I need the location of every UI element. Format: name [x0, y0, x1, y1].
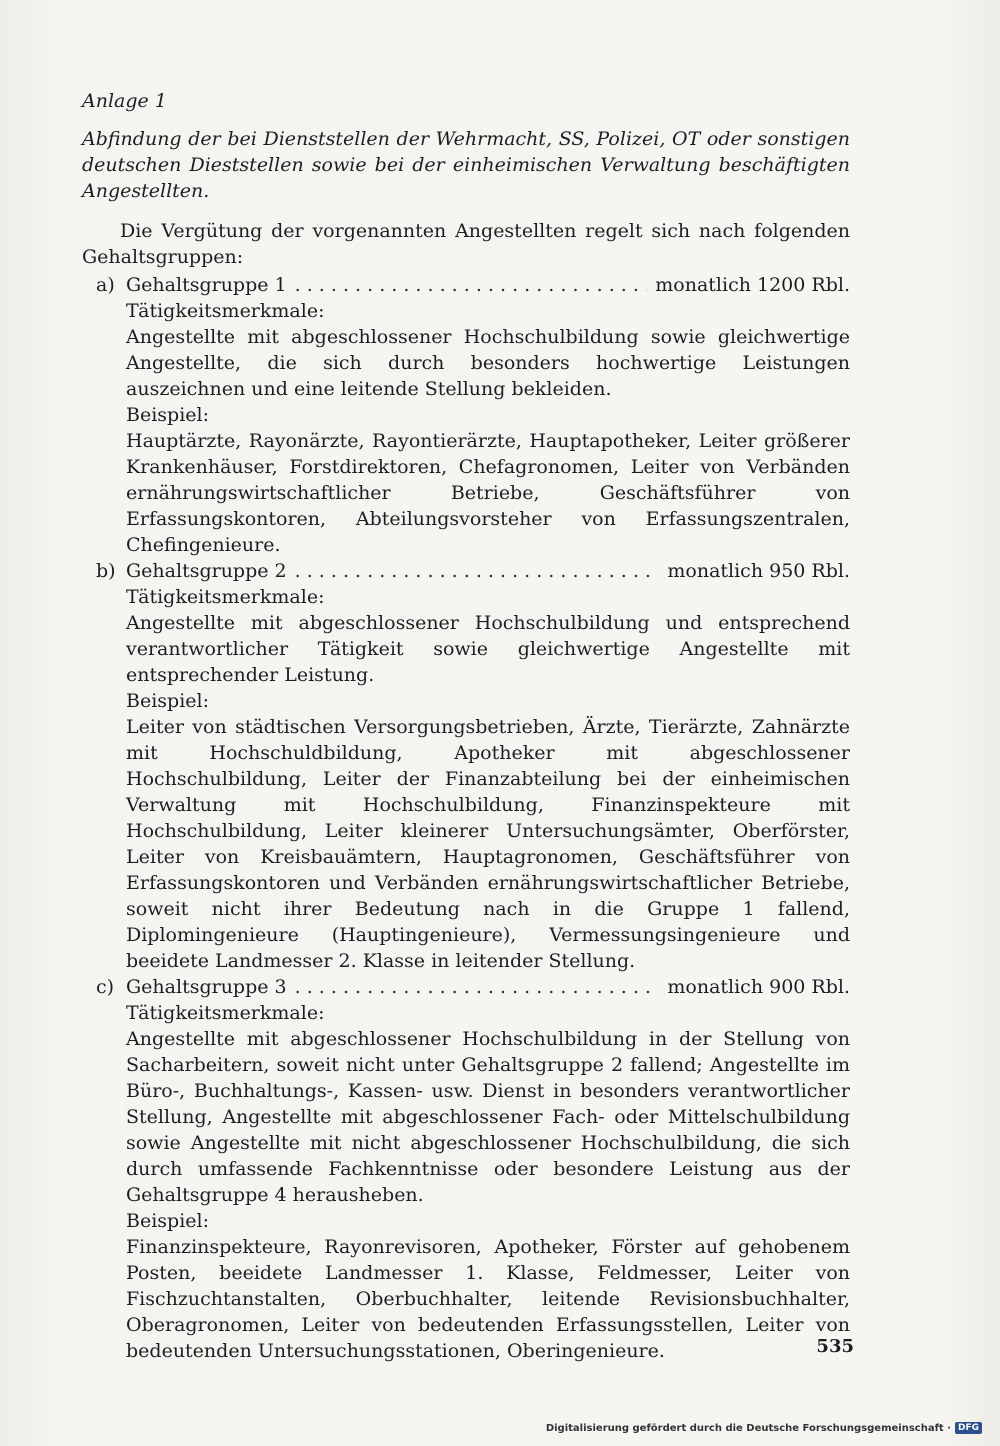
group-name: Gehaltsgruppe 2 [126, 560, 287, 582]
group-name: Gehaltsgruppe 3 [126, 976, 287, 998]
features-text: Angestellte mit abgeschlossener Hochschulbildung und entsprechend verantwortlicher Tätigkeit sowie gleichwertige Angestellte mit entsprechender Leistung. [126, 612, 850, 686]
salary-group-a [82, 272, 850, 558]
features-text: Angestellte mit abgeschlossener Hochschulbildung sowie gleichwertige Angestellte, die sich durch besonders hochwertige Leistungen auszeichnen und eine leitende Stellung bekleiden. [126, 326, 850, 400]
group-letter: b) [96, 560, 116, 582]
group-heading [126, 272, 850, 298]
salary-group-c [82, 974, 850, 1364]
features-label: Tätigkeitsmerkmale: [126, 586, 325, 608]
leader-dots [295, 974, 660, 1000]
example-label: Beispiel: [126, 1210, 209, 1232]
group-heading [126, 558, 850, 584]
example-text: Hauptärzte, Rayonärzte, Rayontierärzte, Hauptapotheker, Leiter größerer Krankenhäuser, Forstdirektoren, Chefagronomen, Leiter von Verbänden ernährungswirtschaftlicher Betriebe, Geschäftsführer von Erfassungskontoren, Abteilungsvorsteher von Erfassungszentralen, Chefingenieure. [126, 430, 850, 556]
example-label: Beispiel: [126, 404, 209, 426]
leader-dots [295, 272, 648, 298]
features-label: Tätigkeitsmerkmale: [126, 300, 325, 322]
dfg-logo-icon: DFG [955, 1422, 982, 1434]
group-salary: monatlich 950 Rbl. [667, 560, 850, 582]
group-heading [126, 974, 850, 1000]
leader-dots [295, 558, 660, 584]
features-label: Tätigkeitsmerkmale: [126, 1002, 325, 1024]
intro-paragraph: Die Vergütung der vorgenannten Angestellten regelt sich nach folgenden Gehaltsgruppen: [82, 220, 850, 268]
salary-group-b [82, 558, 850, 974]
group-salary: monatlich 900 Rbl. [667, 976, 850, 998]
features-text: Angestellte mit abgeschlossener Hochschulbildung in der Stellung von Sacharbeitern, soweit nicht unter Gehaltsgruppe 2 fallend; Angestellte im Büro-, Buchhaltungs-, Kassen- usw. Dienst in besonders verantwortlicher Stellung, Angestellte mit abgeschlossener Fach- oder Mittelschulbildung sowie Angestellte mit nicht abgeschlossener Hochschulbildung, die sich durch umfassende Fachkenntnisse oder besondere Leistung aus der Gehaltsgruppe 4 herausheben. [126, 1028, 850, 1206]
footer-text: Digitalisierung gefördert durch die Deutsche Forschungsgemeinschaft · [545, 1422, 951, 1434]
group-letter: c) [96, 976, 115, 998]
example-text: Leiter von städtischen Versorgungsbetrieben, Ärzte, Tierärzte, Zahnärzte mit Hochschuldbildung, Apotheker mit abgeschlossener Hochschulbildung, Leiter der Finanzabteilung bei der einheimischen Verwaltung mit Hochschulbildung, Finanzinspekteure mit Hochschulbildung, Leiter kleinerer Untersuchungsämter, Oberförster, Leiter von Kreisbauämtern, Hauptagronomen, Geschäftsführer von Erfassungskontoren und Verbänden ernährungswirtschaftlicher Betriebe, soweit nicht ihrer Bedeutung nach in die Gruppe 1 fallend, Diplomingenieure (Hauptingenieure), Vermessungsingenieure und beeidete Landmesser 2. Klasse in leitender Stellung. [126, 716, 850, 972]
page-content [82, 88, 850, 1364]
document-title: Abfindung der bei Dienststellen der Wehrmacht, SS, Polizei, OT oder sonstigen deutschen Dieststellen sowie bei der einheimischen Verwaltung beschäftigten Angestellten. [82, 128, 850, 202]
example-text: Finanzinspekteure, Rayonrevisoren, Apotheker, Förster auf gehobenem Posten, beeidete Landmesser 1. Klasse, Feldmesser, Leiter von Fischzuchtanstalten, Oberbuchhalter, leitende Revisionsbuchhalter, Oberagronomen, Leiter von bedeutenden Erfassungsstellen, Leiter von bedeutenden Untersuchungsstationen, Oberingenieure. [126, 1236, 850, 1362]
group-salary: monatlich 1200 Rbl. [655, 274, 850, 296]
group-letter: a) [96, 274, 115, 296]
page-number: 535 [816, 1336, 854, 1357]
group-name: Gehaltsgruppe 1 [126, 274, 287, 296]
annex-label: Anlage 1 [82, 90, 167, 112]
digitization-footer [546, 1422, 982, 1434]
example-label: Beispiel: [126, 690, 209, 712]
